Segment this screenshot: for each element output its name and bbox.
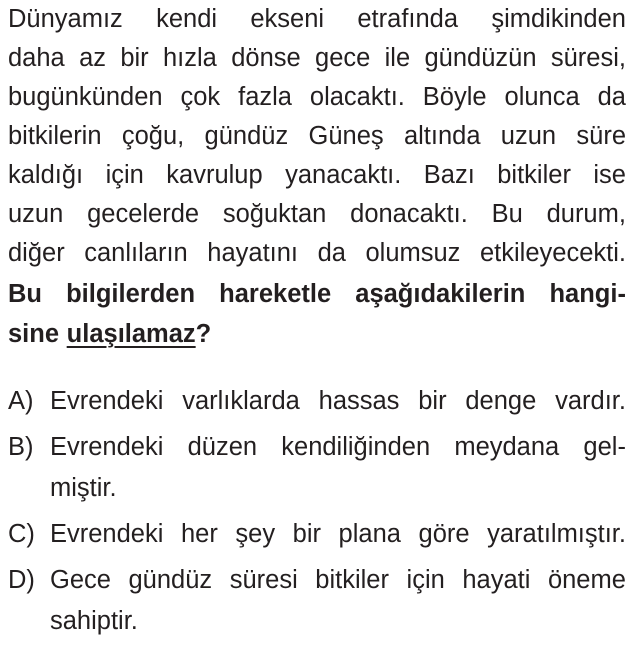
- word: için: [105, 161, 144, 189]
- answer-options: [8, 381, 626, 642]
- passage-line: [8, 78, 626, 117]
- option-d[interactable]: [8, 560, 626, 642]
- passage-line: [8, 195, 626, 234]
- word: göre: [418, 520, 470, 548]
- word: az: [79, 44, 106, 72]
- word: denge: [465, 387, 537, 415]
- word: dönse: [231, 44, 301, 72]
- word: gece: [315, 44, 371, 72]
- word: süresi,: [550, 44, 626, 72]
- word: kendiliğinden: [281, 433, 431, 461]
- word: bir: [418, 387, 447, 415]
- word: miştir.: [50, 474, 117, 502]
- option-line: [50, 514, 626, 555]
- option-line: [50, 381, 626, 422]
- word: plana: [338, 520, 401, 548]
- word: Evrendeki: [50, 387, 164, 415]
- question-line: [8, 274, 626, 314]
- option-line: [50, 468, 626, 509]
- option-line: [50, 601, 626, 642]
- option-c[interactable]: [8, 514, 626, 555]
- word: bilgilerden: [66, 280, 196, 308]
- word: varlıklarda: [182, 387, 300, 415]
- word: çoğu,: [121, 122, 185, 150]
- word: ekseni: [250, 5, 325, 33]
- option-line: [50, 560, 626, 601]
- word: bitkilerin: [8, 122, 102, 150]
- word: hızla: [163, 44, 217, 72]
- word: bitkiler: [497, 161, 571, 189]
- word: hassas: [318, 387, 400, 415]
- word: altında: [403, 122, 481, 150]
- word: hangi-: [549, 280, 626, 308]
- question-text: sine: [8, 320, 60, 348]
- word: öneme: [547, 566, 626, 594]
- word: diğer: [8, 239, 65, 267]
- word: soğuktan: [222, 200, 327, 228]
- word: Dünyamız: [8, 5, 123, 33]
- word: gündüz: [204, 122, 289, 150]
- word: Gece: [50, 566, 111, 594]
- word: yanacaktı.: [285, 161, 402, 189]
- word: Evrendeki: [50, 520, 164, 548]
- word: da: [317, 239, 346, 267]
- passage-line: [8, 117, 626, 156]
- word: etrafında: [357, 5, 459, 33]
- option-a[interactable]: [8, 381, 626, 422]
- word: uzun: [8, 200, 64, 228]
- word: şimdikinden: [491, 5, 626, 33]
- word: etkileyecekti.: [479, 239, 626, 267]
- word: bir: [120, 44, 149, 72]
- word: bitkiler: [315, 566, 389, 594]
- word: çok: [180, 83, 221, 111]
- option-line: [50, 427, 626, 468]
- option-text: [50, 560, 626, 642]
- question-mark: ?: [195, 320, 212, 348]
- word: kaldığı: [8, 161, 84, 189]
- passage-line: [8, 39, 626, 78]
- word: Bu: [8, 280, 42, 308]
- word: donacaktı.: [350, 200, 468, 228]
- passage: [8, 0, 626, 273]
- word: her: [180, 520, 218, 548]
- word: hareketle: [219, 280, 332, 308]
- word: hayatını: [207, 239, 299, 267]
- word: kavrulup: [166, 161, 263, 189]
- passage-line: [8, 234, 626, 273]
- word: gündüz: [128, 566, 213, 594]
- word: olunca: [504, 83, 580, 111]
- word: bugünkünden: [8, 83, 163, 111]
- word: olumsuz: [365, 239, 461, 267]
- word: Bazı: [423, 161, 475, 189]
- word: süresi: [229, 566, 298, 594]
- word: aşağıdakilerin: [355, 280, 526, 308]
- word: da: [597, 83, 626, 111]
- word: hayati: [462, 566, 531, 594]
- word: Güneş: [308, 122, 384, 150]
- option-letter: B): [8, 433, 34, 461]
- option-text: [50, 381, 626, 422]
- option-text: [50, 427, 626, 509]
- word: gündüzün: [424, 44, 537, 72]
- word: uzun: [500, 122, 557, 150]
- passage-line: [8, 0, 626, 39]
- word: bir: [292, 520, 321, 548]
- word: ile: [384, 44, 411, 72]
- word: yaratılmıştır.: [487, 520, 626, 548]
- option-letter: D): [8, 566, 35, 594]
- word: düzen: [187, 433, 258, 461]
- question-stem: [8, 274, 626, 354]
- option-text: [50, 514, 626, 555]
- option-b[interactable]: [8, 427, 626, 509]
- word: kendi: [156, 5, 218, 33]
- word: Evrendeki: [50, 433, 164, 461]
- option-letter: A): [8, 387, 34, 415]
- word: canlıların: [84, 239, 188, 267]
- word: fazla: [238, 83, 292, 111]
- passage-line: [8, 156, 626, 195]
- question-page: [8, 0, 626, 647]
- word: olacaktı.: [309, 83, 405, 111]
- word: için: [406, 566, 445, 594]
- word: meydana: [454, 433, 560, 461]
- word: durum,: [546, 200, 626, 228]
- word: şey: [235, 520, 276, 548]
- question-line: [8, 314, 626, 354]
- word: Böyle: [422, 83, 487, 111]
- question-emphasis: ulaşılamaz: [66, 320, 196, 348]
- word: gel-: [583, 433, 626, 461]
- word: vardır.: [555, 387, 626, 415]
- word: ise: [593, 161, 626, 189]
- word: süre: [576, 122, 626, 150]
- word: sahiptir.: [50, 607, 138, 635]
- word: Bu: [491, 200, 523, 228]
- word: gecelerde: [87, 200, 200, 228]
- option-letter: C): [8, 520, 35, 548]
- word: daha: [8, 44, 65, 72]
